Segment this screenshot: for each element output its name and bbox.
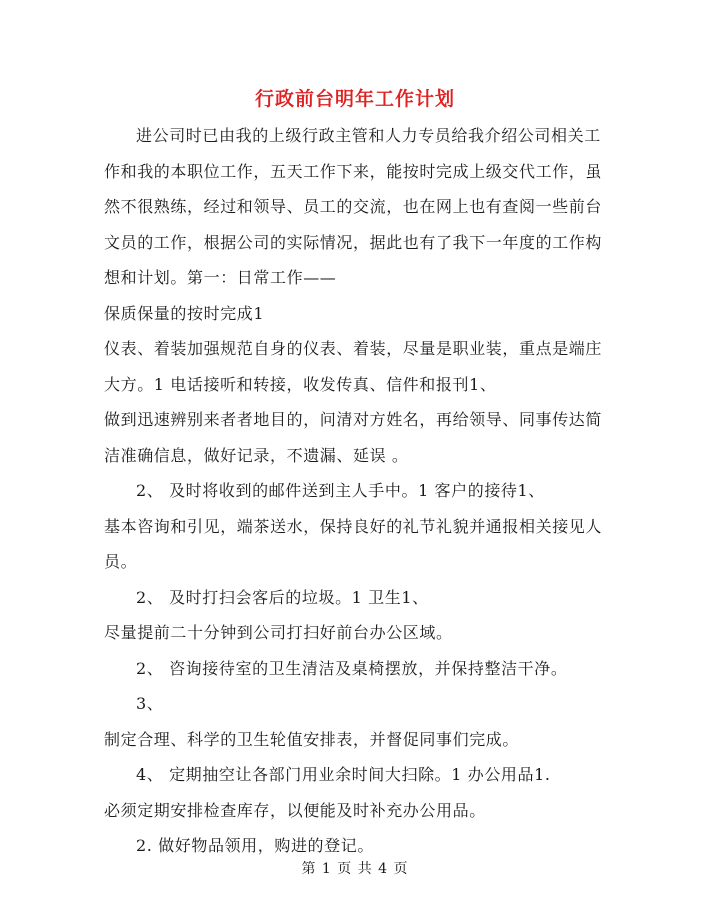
paragraph-intro: 进公司时已由我的上级行政主管和人力专员给我介绍公司相关工作和我的本职位工作，五天工作下来，能按时完成上级交代工作，虽然不很熟练，经过和领导、员工的交流，也在网上也有查阅一些前台文员的工作，根据公司的实际情况，据此也有了我下一年度的工作构想和计划。第一：日常工作—— (104, 126, 603, 287)
paragraph-room-cleaning: 2、 咨询接待室的卫生清洁及桌椅摆放，并保持整洁干净。 (136, 658, 568, 678)
paragraph-item-3: 3、 (136, 694, 164, 713)
paragraph-cleanup: 4、 定期抽空让各部门用业余时间大扫除。1 办公用品1. (136, 765, 551, 784)
paragraph-quality: 保质保量的按时完成1 (104, 303, 265, 323)
page-footer: 第 1 页 共 4 页 (301, 861, 409, 877)
paragraph-early-cleaning: 尽量提前二十分钟到公司打扫好前台办公区域。 (104, 623, 453, 642)
paragraph-appearance: 仪表、着装加强规范自身的仪表、着装，尽量是职业装，重点是端庄大方。1 电话接听和转接，收发传真、信件和报刊1、 (104, 339, 603, 394)
paragraph-registration: 2. 做好物品领用，购进的登记。 (136, 836, 374, 855)
paragraph-rota: 制定合理、科学的卫生轮值安排表，并督促同事们完成。 (104, 729, 520, 749)
paragraph-phone: 做到迅速辨别来者者地目的，问清对方姓名，再给领导、同事传达简洁准确信息，做好记录，不遗漏、延误 。 (104, 410, 603, 465)
paragraph-inventory: 必须定期安排检查库存，以便能及时补充办公用品。 (104, 800, 486, 820)
document-title: 行政前台明年工作计划 (254, 88, 455, 110)
paragraph-garbage: 2、 及时打扫会客后的垃圾。1 卫生1、 (136, 587, 429, 607)
paragraph-reception: 基本咨询和引见，端茶送水，保持良好的礼节礼貌并通报相关接见人员。 (104, 516, 603, 571)
document-body (104, 118, 604, 864)
paragraph-mail: 2、 及时将收到的邮件送到主人手中。1 客户的接待1、 (136, 481, 545, 500)
